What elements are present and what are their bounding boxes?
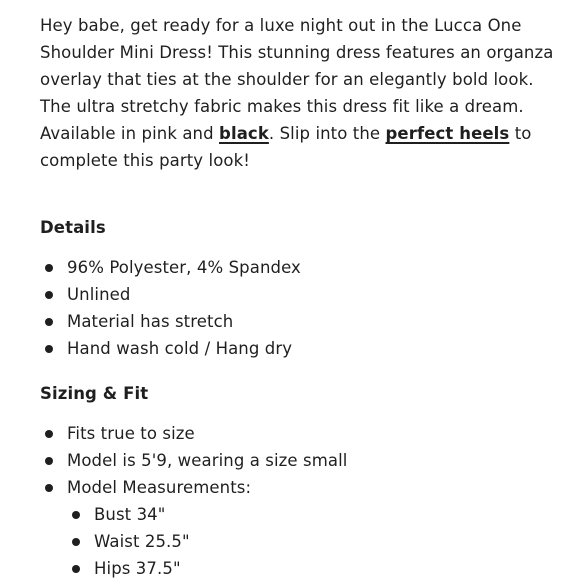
list-item xyxy=(40,254,560,281)
intro-text-part-2: . Slip into the xyxy=(268,124,386,143)
bullet-icon xyxy=(72,538,80,546)
details-list xyxy=(40,254,560,362)
product-description xyxy=(40,12,560,580)
details-heading: Details xyxy=(40,218,106,237)
list-item xyxy=(40,281,560,308)
bullet-icon xyxy=(45,430,53,438)
list-item-text: Waist 25.5" xyxy=(94,532,190,551)
bullet-icon xyxy=(72,511,80,519)
sizing-fit-heading: Sizing & Fit xyxy=(40,384,149,403)
list-item-text: Material has stretch xyxy=(67,312,234,331)
list-item xyxy=(40,474,560,501)
list-item xyxy=(40,528,560,555)
list-item xyxy=(40,420,560,447)
bullet-icon xyxy=(45,457,53,465)
list-item-text: Hand wash cold / Hang dry xyxy=(67,339,293,358)
intro-paragraph xyxy=(40,12,560,174)
bullet-icon xyxy=(45,484,53,492)
list-item xyxy=(40,335,560,362)
list-item-text: Model Measurements: xyxy=(67,478,252,497)
black-color-link[interactable]: black xyxy=(219,124,269,143)
bullet-icon xyxy=(45,291,53,299)
intro-text-part-3: to complete this party look! xyxy=(40,124,532,170)
perfect-heels-link[interactable]: perfect heels xyxy=(385,124,510,143)
list-item-text: Fits true to size xyxy=(67,424,195,443)
list-item-text: Bust 34" xyxy=(94,505,166,524)
bullet-icon xyxy=(45,345,53,353)
list-item xyxy=(40,308,560,335)
measurements-list xyxy=(40,501,560,580)
sizing-list xyxy=(40,420,560,501)
intro-text-part-1: Hey babe, get ready for a luxe night out in the Lucca One Shoulder Mini Dress! This stunning dress features an organza overlay that ties at the shoulder for an elegantly bold look. The ultra stretchy fabric makes this dress fit like a dream. Available in pink and xyxy=(40,16,554,143)
list-item-text: Model is 5'9, wearing a size small xyxy=(67,451,348,470)
list-item xyxy=(40,501,560,528)
bullet-icon xyxy=(72,565,80,573)
list-item-text: Unlined xyxy=(67,285,131,304)
list-item xyxy=(40,555,560,580)
bullet-icon xyxy=(45,318,53,326)
list-item xyxy=(40,447,560,474)
list-item-text: 96% Polyester, 4% Spandex xyxy=(67,258,301,277)
bullet-icon xyxy=(45,264,53,272)
list-item-text: Hips 37.5" xyxy=(94,559,181,578)
